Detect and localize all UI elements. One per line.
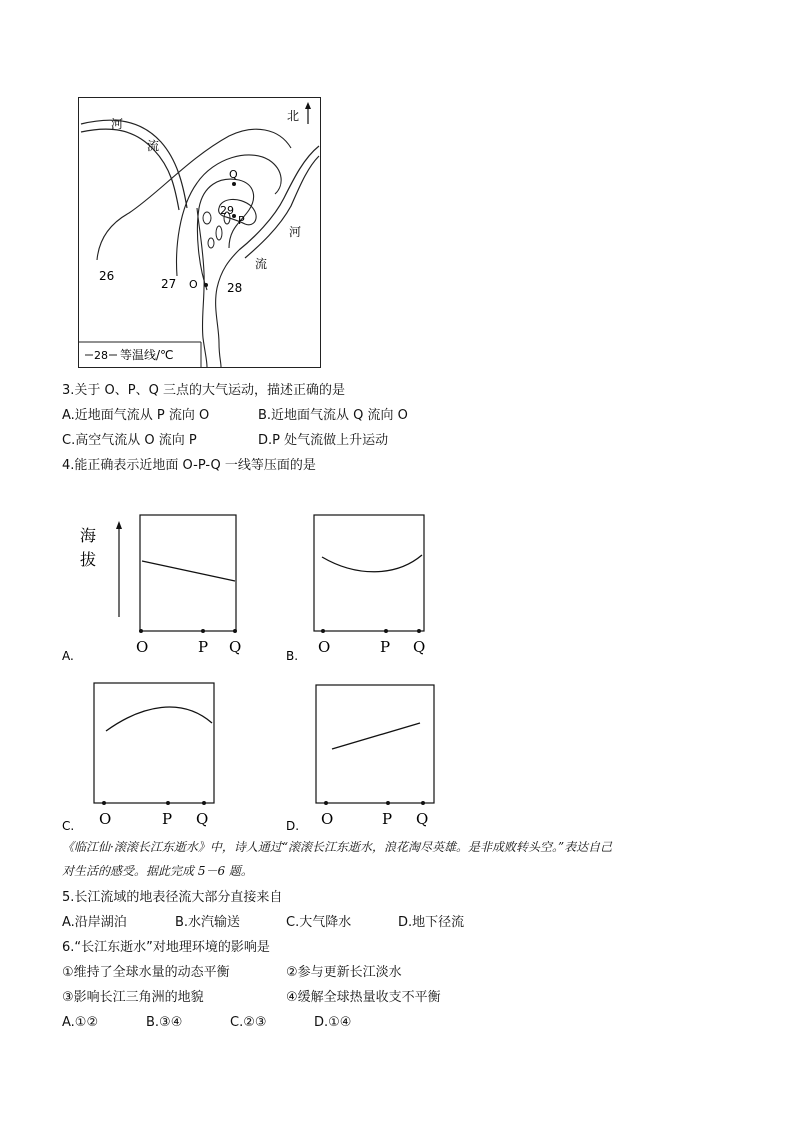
point-q-label: Q: [229, 638, 242, 656]
y-axis-arrowhead: [116, 521, 122, 529]
small-lake: [208, 238, 214, 248]
river-right-bank2: [245, 156, 319, 258]
isobar-curve: [322, 555, 422, 572]
graph-frame: [94, 683, 214, 803]
legend-text: 等温线/℃: [120, 348, 174, 362]
small-lake: [216, 226, 222, 240]
y-axis-label-ba: 拔: [80, 550, 97, 569]
point-o-label: O: [99, 810, 112, 828]
q6-item-4: ④缓解全球热量收支不平衡: [286, 990, 441, 1005]
point-p-label: P: [382, 810, 393, 828]
isotherm-label-28: 28: [227, 281, 243, 295]
graph-b: [286, 505, 446, 665]
point-p-dot: [201, 629, 205, 633]
point-q-dot: [421, 801, 425, 805]
point-o-marker: [204, 283, 208, 287]
point-o-label: O: [318, 638, 331, 656]
option-label-b: B.: [286, 649, 299, 663]
river-right-bank1: [239, 146, 319, 250]
q6-stem: 6.“长江东逝水”对地理环境的影响是: [62, 940, 270, 955]
q6-item-1: ①维持了全球水量的动态平衡: [62, 965, 230, 980]
passage-line-1: 《临江仙·滚滚长江东逝水》中，诗人通过“滚滚长江东逝水，浪花淘尽英雄。是非成败转头空。”表达自己: [62, 840, 613, 854]
graph-a: [62, 505, 262, 665]
point-o-label: O: [321, 810, 334, 828]
point-p-label: P: [162, 810, 173, 828]
q6-option-d: D.①④: [314, 1015, 352, 1030]
main-channel-west-bank: [197, 208, 207, 367]
q5-option-b: B.水汽输送: [175, 915, 241, 930]
isotherm-label-29: 29: [220, 204, 234, 217]
point-q-dot: [202, 801, 206, 805]
passage-line-2: 对生活的感受。据此完成 5－6 题。: [62, 864, 253, 878]
main-channel-east-bank: [216, 250, 239, 367]
q3-option-b: B.近地面气流从 Q 流向 O: [258, 408, 408, 423]
q6-option-b: B.③④: [146, 1015, 183, 1030]
isotherm-28: [197, 179, 253, 290]
point-p-dot: [386, 801, 390, 805]
q3-option-a: A.近地面气流从 P 流向 O: [62, 408, 210, 423]
isotherm-label-27: 27: [161, 277, 177, 291]
graph-frame: [140, 515, 236, 631]
point-o-dot: [324, 801, 328, 805]
isobar-curve: [142, 561, 235, 581]
river-upper-left-bank2: [81, 120, 187, 208]
q6-item-3: ③影响长江三角洲的地貌: [62, 990, 204, 1005]
y-axis-label-hai: 海: [80, 526, 97, 545]
option-label-c: C.: [62, 819, 75, 833]
q6-option-a: A.①②: [62, 1015, 99, 1030]
point-p-label: P: [380, 638, 391, 656]
small-lake: [203, 212, 211, 224]
river-label-he-2: 河: [289, 225, 302, 239]
point-o-dot: [139, 629, 143, 633]
north-label: 北: [287, 109, 300, 123]
river-label-liu-2: 流: [255, 257, 268, 271]
q3-option-d: D.P 处气流做上升运动: [258, 433, 389, 448]
point-q-label: Q: [416, 810, 429, 828]
graph-d: [286, 675, 446, 835]
graph-c: [62, 675, 262, 835]
point-q-label: Q: [413, 638, 426, 656]
point-p-dot: [384, 629, 388, 633]
point-q-marker: [232, 182, 236, 186]
isobar-curve: [106, 707, 212, 731]
isotherm-river-map: [78, 97, 321, 368]
point-p-label: P: [198, 638, 209, 656]
isotherm-26: [97, 129, 291, 260]
river-label-he-1: 河: [111, 117, 124, 131]
legend-sample: 28: [94, 349, 108, 362]
point-o-label: O: [136, 638, 149, 656]
point-q-dot: [417, 629, 421, 633]
point-q-label: Q: [196, 810, 209, 828]
graph-frame: [316, 685, 434, 803]
isobar-curve: [332, 723, 420, 749]
q4-stem: 4.能正确表示近地面 O-P-Q 一线等压面的是: [62, 458, 316, 473]
q6-option-c: C.②③: [230, 1015, 267, 1030]
point-p-label: P: [238, 214, 245, 227]
river-label-liu-1: 流: [147, 139, 160, 153]
river-upper-left-bank1: [81, 129, 179, 210]
point-o-dot: [321, 629, 325, 633]
option-label-d: D.: [286, 819, 300, 833]
q3-stem: 3.关于 O、P、Q 三点的大气运动，描述正确的是: [62, 383, 345, 398]
point-q-dot: [233, 629, 237, 633]
point-p-dot: [166, 801, 170, 805]
isotherm-label-26: 26: [99, 269, 115, 283]
point-q-label: Q: [229, 168, 238, 181]
q6-item-2: ②参与更新长江淡水: [286, 965, 402, 980]
q5-stem: 5.长江流域的地表径流大部分直接来自: [62, 890, 283, 905]
point-o-dot: [102, 801, 106, 805]
q3-option-c: C.高空气流从 O 流向 P: [62, 433, 197, 448]
option-label-a: A.: [62, 649, 74, 663]
point-o-label: O: [189, 278, 198, 291]
map-drawing: [79, 98, 320, 367]
q5-option-a: A.沿岸湖泊: [62, 915, 127, 930]
q5-option-c: C.大气降水: [286, 915, 352, 930]
graph-frame: [314, 515, 424, 631]
q5-option-d: D.地下径流: [398, 915, 465, 930]
north-arrow-head: [305, 102, 311, 109]
